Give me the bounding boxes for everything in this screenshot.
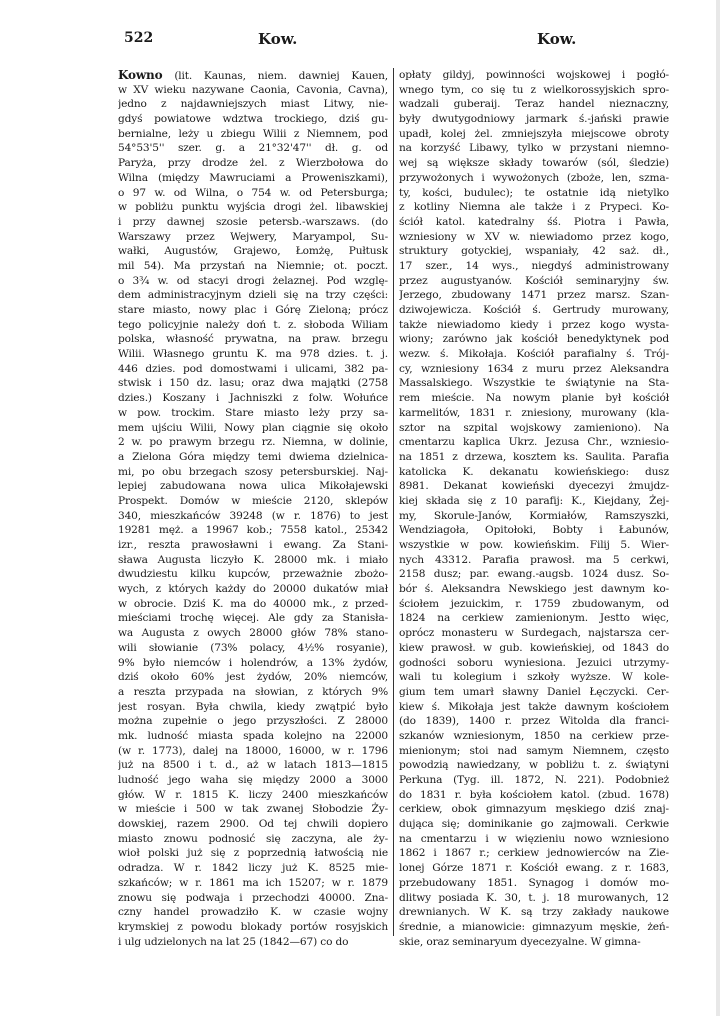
text-line [399, 626, 669, 641]
text-line [118, 421, 388, 436]
line-text: skie, oraz seminaryum dyecezyalne. W gimna- [399, 935, 641, 948]
text-line [399, 112, 669, 127]
line-text: a reszta przypada na słowian, z których 9% [118, 685, 388, 698]
text-line [399, 200, 669, 215]
line-text: jedno z najdawniejszych miast Litwy, nie- [118, 98, 388, 111]
text-line [118, 832, 388, 847]
line-text: (w r. 1773), dalej na 18000, 16000, w r. 1796 [118, 744, 388, 757]
line-text: mieściami trochę więcej. Ale gdy za Stanisła- [118, 612, 388, 625]
line-text: dzies.) Koszany i Jachniszki z folw. Wołuńce [118, 392, 388, 405]
line-text: Prospekt. Domów w mieście 2120, sklepów [118, 494, 388, 507]
line-text: znowu się podwaja i przechodzi 40000. Zna- [118, 891, 388, 904]
text-line [118, 567, 388, 582]
line-text: na cmentarzu i w więzieniu nowo wzniesiono [399, 832, 669, 845]
line-text: lepiej zabudowana nowa ulica Mikołajewski [118, 480, 388, 493]
text-line [118, 435, 388, 450]
line-text: wałki, Augustów, Grajewo, Łomżę, Pułtusk [118, 245, 388, 258]
line-text: dziwojewicza. Kościół ś. Gertrudy murowany, [399, 304, 669, 316]
line-text: mem ujściu Wilii, Nowy plan ciągnie się około [118, 421, 388, 434]
line-text: miasto znowu podnosić się zaczyna, ale ży- [118, 832, 388, 845]
text-line [118, 846, 388, 861]
line-text: a Zielona Góra między temi dwiema dzielnica- [118, 450, 388, 463]
text-line [118, 450, 388, 465]
text-line [118, 656, 388, 671]
text-line [118, 347, 388, 362]
line-text: i przy dawnej szosie petersb.-warszaws. (do [118, 215, 388, 228]
text-line [118, 523, 388, 538]
text-line [118, 68, 388, 83]
text-line [399, 788, 669, 803]
line-text: czny handel prowadziło K. w czasie wojny [118, 906, 388, 919]
text-line [399, 230, 669, 245]
line-text: my, Skorule-Janów, Kormiałów, Ramszyszki, [399, 509, 669, 522]
text-line [399, 127, 669, 142]
text-line [118, 582, 388, 597]
text-line [399, 186, 669, 201]
running-head-left: Kow. [258, 30, 298, 48]
line-text: do 1831 r. była kościołem katol. (zbud. 1678) [399, 788, 669, 801]
text-line [118, 553, 388, 568]
text-line [118, 230, 388, 245]
text-line [118, 788, 388, 803]
text-line [118, 494, 388, 509]
line-text: 2158 dusz; par. ewang.-augsb. 1024 dusz. So- [399, 568, 669, 581]
line-text: w pow. trockim. Stare miasto leży przy sa- [118, 406, 388, 419]
line-text: wnego tym, co się tu z wielkorossyjskich spro- [399, 83, 669, 96]
text-line [118, 156, 388, 171]
line-text: 340, mieszkańców 39248 (w r. 1876) to jest [118, 509, 388, 522]
line-text: 1824 na cerkiew zamienionym. Jestto więc, [399, 612, 669, 625]
text-line [399, 376, 669, 391]
text-line [118, 773, 388, 788]
text-line [118, 891, 388, 906]
line-text: opłaty gildyj, powinności wojskowej i pogłó- [399, 69, 669, 81]
line-text: nych 43312. Parafia prawosł. ma 5 cerkwi, [399, 553, 669, 566]
line-text: na korzyść Libawy, tylko w przystani niemno- [399, 142, 669, 155]
line-text: szkańców; w r. 1861 ma ich 15207; w r. 1879 [118, 876, 388, 889]
text-line [118, 318, 388, 333]
line-text: wali tu kolegium i szkoły wyższe. W kole- [399, 671, 669, 684]
line-text: Paryża, przy drodze żel. z Wierzbołowa do [118, 157, 388, 170]
line-text: rem mieście. Na nowym planie był kościół [399, 392, 669, 405]
text-line [399, 656, 669, 671]
line-text: 8981. Dekanat kowieński dyecezyi żmujdz- [399, 480, 669, 493]
text-line [399, 523, 669, 538]
text-line [399, 68, 669, 83]
line-text: w obrocie. Dziś K. ma do 40000 mk., z przed- [118, 597, 388, 610]
text-line [118, 905, 388, 920]
text-line [399, 729, 669, 744]
text-line [118, 670, 388, 685]
text-line [399, 538, 669, 553]
line-text: wadzali guberaij. Teraz handel nieznaczny, [399, 98, 669, 111]
line-text: w XV wieku nazywane Caonia, Cavonia, Cavna), [118, 83, 388, 96]
line-text: wili słowianie (73% polacy, 4½% rosyanie), [118, 641, 388, 654]
text-line [399, 215, 669, 230]
line-text: stwisk i 150 dz. lasu; oraz dwa majątki (2758 [118, 377, 388, 390]
line-text: wezw. ś. Mikołaja. Kościół parafialny ś. Trój- [399, 348, 669, 361]
line-text: 2 w. po prawym brzegu rz. Niemna, w dolinie, [118, 436, 388, 449]
text-line [118, 186, 388, 201]
line-text: szkanów wzniesionym, 1850 na cerkiew prze- [399, 729, 669, 742]
line-text: gium tem umarł sławny Daniel Łęczycki. Cer- [399, 685, 669, 698]
line-text: bór ś. Aleksandra Newskiego jest dawnym ko- [399, 583, 669, 596]
text-line [118, 509, 388, 524]
line-text: mk. ludność miasta spada kolejno na 22000 [118, 729, 388, 742]
line-text: cmentarzu kaplica Ukrz. Jezusa Chr., wzniesio- [399, 436, 669, 449]
line-text: średnie, a mianowicie: gimnazyum męskie, żeń- [399, 920, 669, 933]
line-text: gdyś powiatowe wdztwa trockiego, dziś gu- [118, 113, 388, 126]
line-text: wzniesiony w XV w. niewiadomo przez kogo, [399, 230, 669, 243]
text-line [399, 332, 669, 347]
text-line [118, 97, 388, 112]
line-text: wszystkie w pow. kowieńskim. Filij 5. Wier- [399, 539, 669, 551]
text-line [399, 479, 669, 494]
text-line [118, 406, 388, 421]
text-line [118, 920, 388, 935]
text-line [118, 465, 388, 480]
line-text: mienionym; stoi nad samym Niemnem, często [399, 744, 669, 757]
text-line [118, 274, 388, 289]
text-line [399, 347, 669, 362]
text-line [118, 597, 388, 612]
line-text: (do 1839), 1400 r. przez Witolda dla franci- [399, 715, 669, 728]
text-line [399, 83, 669, 98]
text-line [399, 597, 669, 612]
text-line [118, 685, 388, 700]
text-line [399, 303, 669, 318]
line-text: tego policyjnie należy doń t. z. słoboda Wiliam [118, 318, 388, 331]
line-text: dlitwy posiada K. 30, t. j. 18 murowanych, 12 [399, 891, 669, 904]
text-line [399, 846, 669, 861]
text-line [399, 553, 669, 568]
line-text: odradza. W r. 1842 liczy już K. 8525 mie- [118, 862, 388, 875]
text-line [399, 817, 669, 832]
line-text: już na 8500 i t. d., aż w latach 1813—1815 [118, 759, 388, 772]
line-text: dem administracyjnym dzieli się na trzy części: [118, 289, 388, 302]
text-line [118, 626, 388, 641]
text-line [399, 891, 669, 906]
line-text: przez augustyanów. Kościół seminaryjny św. [399, 274, 669, 287]
line-text: ściołem jezuickim, r. 1759 zbudowanym, od [399, 597, 669, 610]
text-line [118, 876, 388, 891]
text-line [399, 141, 669, 156]
text-line [399, 450, 669, 465]
line-text: ściół katol. katedralny śś. Piotra i Pawła, [399, 215, 669, 228]
line-text: głów. W r. 1815 K. liczy 2400 mieszkańców [118, 788, 388, 801]
column-divider [393, 68, 394, 936]
line-text: kiej składa się z 10 parafij: K., Kiejdany, Żej- [399, 494, 669, 507]
line-text: Perkuna (Tyg. ill. 1872, N. 221). Podobnież [399, 774, 669, 786]
line-text: wa Augusta z owych 28000 głów 78% stano- [118, 627, 388, 640]
text-line [399, 259, 669, 274]
line-text: i ulg udzielonych na lat 25 (1842—67) co do [118, 935, 349, 948]
text-line [118, 714, 388, 729]
line-text: dwudziestu kilku kupców, przeważnie zbożo- [118, 568, 388, 581]
text-line [399, 406, 669, 421]
line-text: sława Augusta liczyło K. 28000 mk. i miało [118, 553, 388, 566]
line-text: kiew ś. Mikołaja jest także dawnym kościołem [399, 700, 669, 713]
text-line [118, 817, 388, 832]
text-line [399, 274, 669, 289]
line-text: dowskiej, razem 2900. Od tej chwili dopiero [118, 818, 388, 831]
text-line [399, 494, 669, 509]
line-text: izr., reszta prawosławni i ewang. Za Stani- [118, 539, 388, 551]
line-text: drewnianych. W K. są trzy zakłady naukowe [399, 906, 669, 919]
text-line [118, 171, 388, 186]
text-line [118, 729, 388, 744]
line-text: jest rosyan. Była chwila, kiedy zwątpić było [118, 700, 388, 713]
text-line [399, 171, 669, 186]
text-line [399, 832, 669, 847]
line-text: wioł polski już się z poprzednią łatwością nie [118, 847, 388, 860]
line-text: karmelitów, 1831 r. zniesiony, murowany (kla- [399, 406, 669, 419]
text-line [399, 318, 669, 333]
line-text: ty, kości, budulec); te ostatnie idą nietylko [399, 186, 669, 199]
text-line [399, 670, 669, 685]
line-text: sztor na szpital wojskowy zamieniono). Na [399, 421, 669, 434]
text-line [399, 288, 669, 303]
text-line [399, 876, 669, 891]
text-line [399, 641, 669, 656]
text-line [118, 362, 388, 377]
line-text: godności soboru wyniesiona. Jezuici utrzymy- [399, 656, 669, 669]
line-text: Wilii. Własnego gruntu K. ma 978 dzies. t. j. [118, 348, 388, 361]
line-text: z kotliny Niemna ale także i z Prypeci. Ko- [399, 201, 669, 214]
text-line [399, 773, 669, 788]
text-line [118, 288, 388, 303]
line-text: mi, po obu brzegach szosy petersburskiej. Naj- [118, 465, 388, 478]
line-text: bernialne, leży u zbiegu Wilii z Niemnem, pod [118, 127, 388, 140]
line-text: także niewiadomo kiedy i przez kogo wysta- [399, 318, 669, 331]
page-number: 522 [124, 30, 154, 46]
line-text: w mieście i 500 w tak zwanej Słobodzie Ży- [118, 803, 388, 816]
line-text: katolicka K. dekanatu kowieńskiego: dusz [399, 465, 669, 478]
text-line [118, 744, 388, 759]
text-line [399, 905, 669, 920]
scan-edge [716, 0, 720, 1016]
line-text: cerkiew, obok gimnazyum męskiego dziś znaj- [399, 803, 669, 816]
text-line [399, 700, 669, 715]
line-text: 1862 i 1867 r.; cerkiew jednowierców na Zie- [399, 847, 669, 860]
line-text: polska, własność prywatna, na praw. brzegu [118, 333, 388, 346]
text-line [399, 861, 669, 876]
entry-headword: Kowno [118, 68, 163, 82]
text-line [399, 435, 669, 450]
text-line [399, 582, 669, 597]
line-text: lonej Górze 1871 r. Kościół ewang. z r. 1683, [399, 862, 669, 875]
line-text: w pobliżu punktu wyjścia drogi żel. libawskiej [118, 201, 388, 214]
line-text: 9% było niemców i holendrów, a 13% żydów, [118, 656, 388, 669]
text-line [399, 744, 669, 759]
text-line [399, 714, 669, 729]
text-line [118, 479, 388, 494]
text-line [399, 97, 669, 112]
line-text: 19281 męż. a 19967 kob.; 7558 katol., 25342 [118, 524, 388, 537]
text-line [399, 802, 669, 817]
line-text: dziś około 60% jest żydów, 20% niemców, [118, 671, 388, 684]
text-line [118, 83, 388, 98]
text-line [118, 758, 388, 773]
line-text: 17 szer., 14 wys., niegdyś administrowany [399, 259, 669, 272]
line-text: przebudowany 1851. Synagog i domów mo- [399, 876, 669, 889]
text-line [399, 611, 669, 626]
text-line [118, 127, 388, 142]
text-line [118, 200, 388, 215]
text-line [118, 802, 388, 817]
text-line [118, 611, 388, 626]
text-line [399, 685, 669, 700]
line-text: 54°53'5'' szer. g. a 21°32'47'' dł. g. od [118, 142, 388, 155]
text-line [399, 465, 669, 480]
line-text: stare miasto, nowy plac i Górę Zieloną; prócz [118, 304, 388, 316]
line-text: Massalskiego. Wszystkie te świątynie na Sta- [399, 377, 669, 390]
text-line [118, 112, 388, 127]
line-text: kiew prawosł. w gub. kowieńskiej, od 1843 do [399, 641, 669, 654]
line-text: oprócz monasteru w Surdegach, najstarsza cer- [399, 627, 669, 640]
text-line [399, 362, 669, 377]
text-line [118, 700, 388, 715]
text-line [399, 758, 669, 773]
running-head-right: Kow. [537, 30, 577, 48]
text-line [399, 567, 669, 582]
right-column [399, 68, 669, 949]
line-text: Wendziagoła, Opitołoki, Bobty i Łabunów, [399, 524, 669, 537]
text-line [118, 861, 388, 876]
text-line [118, 538, 388, 553]
line-text: wych, z których każdy do 20000 dukatów miał [118, 583, 388, 596]
line-text: Warszawy przez Wejwery, Maryampol, Su- [118, 230, 388, 243]
text-line [118, 332, 388, 347]
line-text: powodzią nawiedzany, w pobliżu t. z. świątyni [399, 759, 669, 772]
line-text: Jerzego, zbudowany 1471 przez marsz. Szan- [399, 289, 669, 302]
text-line [399, 509, 669, 524]
line-text: były dwutygodniowy jarmark ś.-jański prawie [399, 113, 669, 126]
text-line [399, 920, 669, 935]
line-text: wej są większe składy towarów (sól, śledzie) [399, 157, 669, 170]
text-line [118, 376, 388, 391]
left-column [118, 68, 388, 949]
text-line [399, 391, 669, 406]
line-text: na 1851 z drzewa, kosztem ks. Saulita. Parafia [399, 450, 669, 463]
line-text: mil 54). Ma przystań na Niemnie; ot. poczt. [118, 259, 388, 272]
line-text: Wilna (między Mawruciami a Proweniszkami), [118, 171, 388, 184]
line-text: o 3¾ w. od stacyi drogi żelaznej. Pod wzglę- [118, 274, 388, 287]
text-line [399, 244, 669, 259]
text-line [118, 141, 388, 156]
text-line [118, 303, 388, 318]
line-text: krymskiej z powodu blokady portów rosyjskich [118, 920, 388, 933]
text-line [399, 156, 669, 171]
text-line [118, 215, 388, 230]
line-text: (lit. Kaunas, niem. dawniej Kauen, [162, 70, 388, 82]
line-text: struktury gotyckiej, wspaniały, 42 saż. dł., [399, 245, 669, 258]
line-text: można zupełnie o jego przyszłości. Z 28000 [118, 715, 388, 728]
line-text: 446 dzies. pod domostwami i ulicami, 382 pa- [118, 362, 388, 375]
page-header [0, 30, 720, 52]
text-line [399, 935, 669, 950]
text-line [118, 259, 388, 274]
text-line [118, 244, 388, 259]
line-text: dująca się; dominikanie go zajmowali. Cerkwie [399, 818, 669, 831]
line-text: upadł, kolej żel. zmniejszyła miejscowe obroty [399, 127, 669, 140]
text-line [118, 641, 388, 656]
line-text: cy, wzniesiony 1634 z muru przez Aleksandra [399, 362, 669, 375]
text-line [118, 391, 388, 406]
line-text: wiony; zarówno jak kościół benedyktynek pod [399, 333, 669, 346]
text-line [399, 421, 669, 436]
line-text: o 97 w. od Wilna, o 754 w. od Petersburga; [118, 186, 388, 199]
line-text: przywożonych i wywożonych (zboże, len, szma- [399, 171, 669, 184]
line-text: ludność jego waha się między 2000 a 3000 [118, 774, 388, 786]
text-line [118, 935, 388, 950]
